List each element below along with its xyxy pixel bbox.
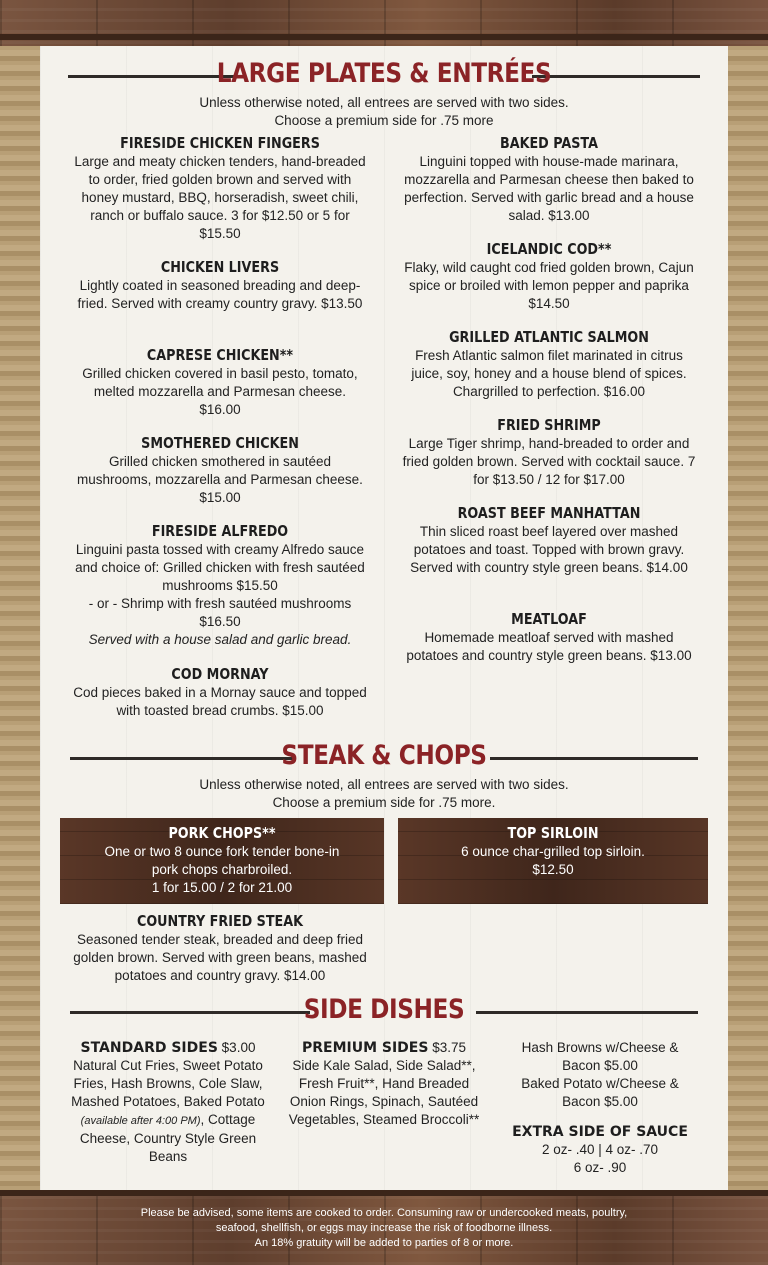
item-desc-alt: - or - Shrimp with fresh sautéed mushrooms $16.50 — [88, 596, 352, 629]
menu-item-icelandic-cod — [398, 239, 700, 313]
item-desc: Linguini topped with house-made marinara, mozzarella and Parmesan cheese then baked to perfection. Served with garlic bread and a house salad. $13.00 — [404, 154, 694, 223]
item-price: 1 for 15.00 / 2 for 21.00 — [151, 880, 293, 895]
item-name: ICELANDIC COD** — [486, 240, 612, 258]
item-name: CHICKEN LIVERS — [160, 258, 280, 276]
menu-item-grilled-atlantic-salmon — [398, 327, 700, 401]
item-desc-note: Served with a house salad and garlic bread. — [88, 632, 352, 647]
item-desc: Large Tiger shrimp, hand-breaded to order and fried golden brown. Served with cocktail sauce. 7 for $13.50 / 12 for $17.00 — [402, 436, 696, 487]
item-desc: Linguini pasta tossed with creamy Alfredo sauce and choice of: Grilled chicken with fresh sautéed mushrooms $15.50 — [75, 542, 365, 593]
standard-sides-items: Natural Cut Fries, Sweet Potato Fries, Hash Browns, Cole Slaw, Mashed Potatoes, Baked Potato — [71, 1058, 265, 1109]
menu-item-caprese-chicken — [72, 345, 368, 419]
extra-hash-browns: Hash Browns w/Cheese & Bacon $5.00 — [521, 1040, 679, 1073]
item-name: FRIED SHRIMP — [497, 416, 601, 434]
item-desc: 6 ounce char-grilled top sirloin. — [461, 844, 645, 859]
extra-baked-potato: Baked Potato w/Cheese & Bacon $5.00 — [521, 1076, 679, 1109]
item-name: GRILLED ATLANTIC SALMON — [449, 328, 649, 346]
menu-item-chicken-livers — [72, 257, 368, 313]
item-desc: Lightly coated in seasoned breading and deep-fried. Served with creamy country gravy. $13.50 — [77, 278, 363, 311]
menu-item-fireside-alfredo — [72, 521, 368, 649]
steak-note-1: Unless otherwise noted, all entrees are served with two sides. — [199, 777, 569, 792]
side-dishes-title: SIDE DISHES — [303, 994, 465, 1025]
standard-sides-price: $3.00 — [221, 1040, 256, 1055]
item-desc: One or two 8 ounce fork tender bone-in pork chops charbroiled. — [104, 844, 340, 877]
premium-sides-items: Side Kale Salad, Side Salad**, Fresh Fruit**, Hand Breaded Onion Rings, Spinach, Sautéed Vegetables, Steamed Broccoli** — [288, 1058, 480, 1127]
steak-note-2: Choose a premium side for .75 more. — [272, 795, 496, 810]
wood-left-border — [0, 46, 40, 1190]
menu-item-meatloaf — [398, 609, 700, 665]
side-extras — [508, 1039, 692, 1177]
steak-chops-title: STEAK & CHOPS — [281, 740, 487, 771]
item-name: FIRESIDE ALFREDO — [151, 522, 289, 540]
premium-sides-price: $3.75 — [432, 1040, 467, 1055]
large-plates-note-1: Unless otherwise noted, all entrees are served with two sides. — [199, 95, 569, 110]
menu-item-country-fried-steak — [66, 911, 374, 985]
disclaimer-line-1: Please be advised, some items are cooked to order. Consuming raw or undercooked meats, poultry, — [140, 1207, 628, 1219]
item-name: SMOTHERED CHICKEN — [141, 434, 299, 452]
item-price: $12.50 — [532, 862, 574, 877]
item-name: COD MORNAY — [171, 665, 269, 683]
large-plates-note-2: Choose a premium side for .75 more — [274, 113, 494, 128]
item-desc: Thin sliced roast beef layered over mashed potatoes and toast. Topped with brown gravy. Served with country style green beans. $14.00 — [410, 524, 688, 575]
item-name: PORK CHOPS** — [168, 824, 276, 842]
menu-item-fireside-chicken-fingers — [72, 133, 368, 243]
item-desc: Homemade meatloaf served with mashed potatoes and country style green beans. $13.00 — [406, 630, 692, 663]
item-desc: Grilled chicken covered in basil pesto, tomato, melted mozzarella and Parmesan cheese. $16.00 — [82, 366, 358, 417]
premium-sides — [282, 1039, 486, 1129]
item-desc: Grilled chicken smothered in sautéed mushrooms, mozzarella and Parmesan cheese. $15.00 — [77, 454, 363, 505]
standard-sides-note: (available after 4:00 PM) — [80, 1115, 201, 1127]
disclaimer-line-2: seafood, shellfish, or eggs may increase the risk of foodborne illness. — [215, 1222, 553, 1234]
wood-right-border — [728, 46, 768, 1190]
wood-header — [0, 0, 768, 40]
standard-sides-label: STANDARD SIDES — [80, 1040, 218, 1056]
item-desc: Flaky, wild caught cod fried golden brown, Cajun spice or broiled with lemon pepper and paprika $14.50 — [404, 260, 694, 311]
item-name: ROAST BEEF MANHATTAN — [457, 504, 641, 522]
standard-sides — [66, 1039, 270, 1166]
menu-item-top-sirloin — [398, 818, 708, 904]
disclaimer-line-3: An 18% gratuity will be added to parties of 8 or more. — [254, 1237, 514, 1249]
disclaimer — [0, 1206, 768, 1251]
item-desc: Fresh Atlantic salmon filet marinated in citrus juice, soy, honey and a house blend of spices. Chargrilled to perfection. $16.00 — [411, 348, 687, 399]
menu-item-pork-chops — [60, 818, 384, 904]
menu-item-roast-beef-manhattan — [398, 503, 700, 577]
item-desc: Seasoned tender steak, breaded and deep fried golden brown. Served with green beans, mashed potatoes and country gravy. $14.00 — [73, 932, 367, 983]
item-name: BAKED PASTA — [499, 134, 598, 152]
item-name: MEATLOAF — [511, 610, 587, 628]
item-name: COUNTRY FRIED STEAK — [136, 912, 304, 930]
extra-sauce-line-1: 2 oz- .40 | 4 oz- .70 — [541, 1142, 659, 1157]
extra-sauce-label: EXTRA SIDE OF SAUCE — [512, 1124, 688, 1140]
item-desc: Large and meaty chicken tenders, hand-breaded to order, fried golden brown and served with honey mustard, BBQ, horseradish, sweet chili, ranch or buffalo sauce. 3 for $12.50 or 5 for $15.50 — [74, 154, 366, 241]
menu-item-fried-shrimp — [398, 415, 700, 489]
item-desc: Cod pieces baked in a Mornay sauce and topped with toasted bread crumbs. $15.00 — [73, 685, 367, 718]
standard-sides-items-2: , Cottage Cheese, Country Style Green Beans — [79, 1112, 257, 1164]
menu-item-cod-mornay — [72, 664, 368, 720]
large-plates-title: LARGE PLATES & ENTRÉES — [216, 58, 552, 89]
extra-sauce-line-2: 6 oz- .90 — [573, 1160, 627, 1175]
premium-sides-label: PREMIUM SIDES — [301, 1040, 429, 1056]
menu-item-baked-pasta — [398, 133, 700, 225]
menu-item-smothered-chicken — [72, 433, 368, 507]
item-name: TOP SIRLOIN — [507, 824, 599, 842]
item-name: FIRESIDE CHICKEN FINGERS — [120, 134, 320, 152]
item-name: CAPRESE CHICKEN** — [146, 346, 294, 364]
